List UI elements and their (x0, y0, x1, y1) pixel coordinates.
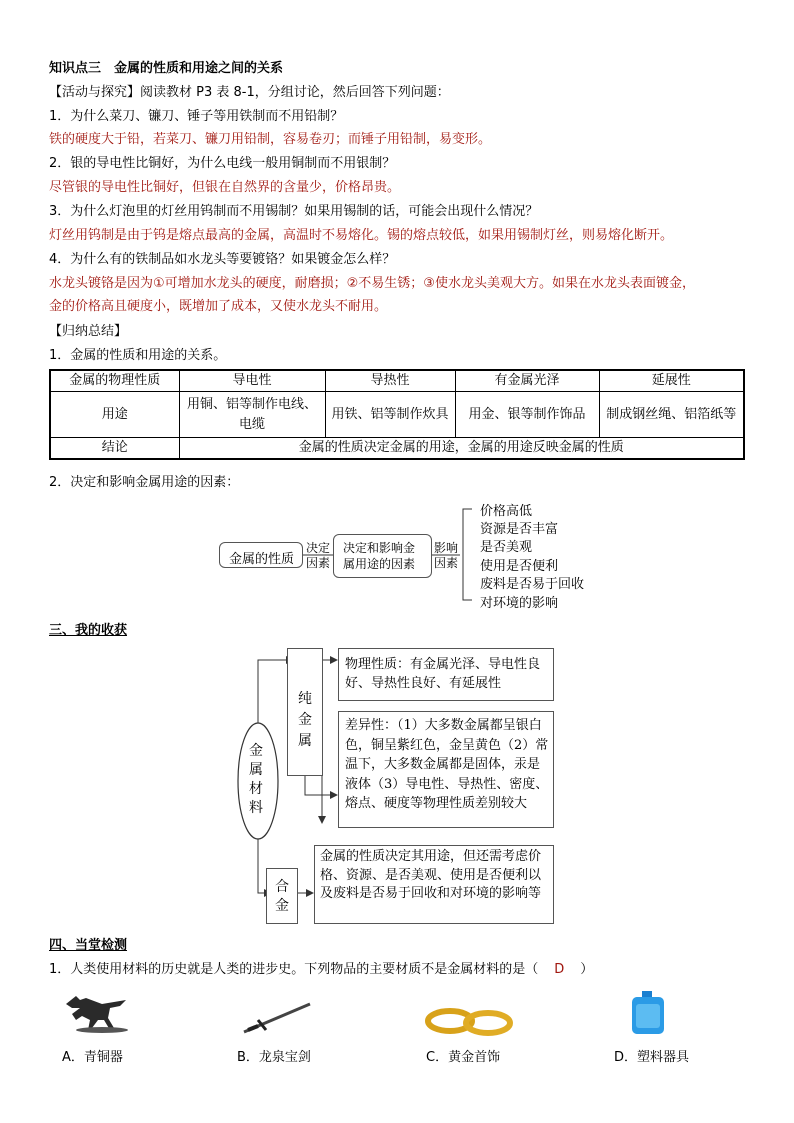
decide-label: 决定因素 (306, 541, 331, 570)
option-d: D．塑料器具 (614, 1050, 690, 1065)
answer-4-line-1: 水龙头镀铬是因为①可增加水龙头的硬度，耐磨损；②不易生锈；③使水龙头美观大方。如果在水龙头表面镀金， (49, 276, 695, 291)
option-b: B．龙泉宝剑 (237, 1050, 311, 1065)
check-question-text: 1．人类使用材料的历史就是人类的进步史。下列物品的主要材质不是金属材料的是（ (49, 962, 539, 977)
question-2: 2．银的导电性比铜好，为什么电线一般用铜制而不用银制？ (49, 156, 396, 171)
factor-item: 对环境的影响 (480, 596, 559, 611)
harvest-heading: 三、我的收获 (49, 623, 128, 638)
factors-box (333, 534, 432, 578)
alloy-label: 合金 (275, 879, 289, 914)
sword-image (240, 998, 320, 1038)
phys-props-box (338, 648, 554, 701)
usage-text: 金属的性质决定其用途，但还需考虑价格、资源、是否美观、使用是否便利以及废料是否易于回收和对环境的影响等 (320, 849, 542, 901)
factor-item: 资源是否丰富 (480, 522, 559, 537)
factor-item: 价格高低 (480, 504, 533, 519)
pure-metal-label: 纯金属 (298, 691, 312, 749)
check-question-close: ） (580, 962, 594, 977)
answer-3: 灯丝用钨制是由于钨是熔点最高的金属，高温时不易熔化。锡的熔点较低，如果用锡制灯丝，则易熔化断开。 (49, 228, 674, 243)
table-cell: 用金、银等制作饰品 (455, 392, 599, 438)
table-row-label: 用途 (50, 392, 179, 438)
option-c: C．黄金首饰 (426, 1050, 501, 1065)
summary-item-2: 2．决定和影响金属用途的因素： (49, 475, 240, 490)
table-cell: 用铜、铝等制作电线、电缆 (179, 392, 325, 438)
check-answer: D (554, 962, 565, 977)
check-heading: 四、当堂检测 (49, 938, 128, 953)
table-header-cell: 金属的物理性质 (50, 370, 179, 392)
summary-heading: 【归纳总结】 (49, 324, 128, 339)
differences-box (338, 711, 554, 828)
table-row-label: 结论 (50, 438, 179, 460)
alloy-box (266, 868, 298, 924)
question-1: 1．为什么菜刀、镰刀、锤子等用铁制而不用铅制？ (49, 109, 344, 124)
factor-item: 是否美观 (480, 540, 533, 555)
answer-2: 尽管银的导电性比铜好，但银在自然界的含量少，价格昂贵。 (49, 180, 401, 195)
pure-metal-box (287, 648, 323, 776)
plastic-container-image (628, 990, 670, 1036)
table-conclusion-cell: 金属的性质决定金属的用途，金属的用途反映金属的性质 (179, 438, 744, 460)
property-box (219, 542, 303, 568)
factor-item: 使用是否便利 (480, 559, 559, 574)
answer-4-line-2: 金的价格高且硬度小，既增加了成本，又使水龙头不耐用。 (49, 299, 388, 314)
factor-item: 废料是否易于回收 (480, 577, 585, 592)
factors-box-label: 决定和影响金属用途的因素 (343, 541, 416, 571)
check-question-1 (49, 961, 593, 979)
table-header-cell: 延展性 (599, 370, 744, 392)
mindmap-root: 金属材料 (249, 743, 263, 816)
influence-label: 影响因素 (434, 541, 459, 570)
table-header-cell: 导电性 (179, 370, 325, 392)
differences-text: 差异性：（1）大多数金属都呈银白色，铜呈紫红色，金呈黄色（2）常温下，大多数金属都是固体，汞是液体（3）导电性、导热性、密度、熔点、硬度等物理性质差别较大 (345, 718, 549, 811)
table-header-cell: 有金属光泽 (455, 370, 599, 392)
bronze-horse-image (62, 990, 134, 1035)
phys-props-text: 物理性质：有金属光泽、导电性良好、导热性良好、有延展性 (345, 657, 541, 691)
gold-jewelry-image (424, 1003, 516, 1037)
table-cell: 制成钢丝绳、铝箔纸等 (599, 392, 744, 438)
answer-1: 铁的硬度大于铅，若菜刀、镰刀用铅制，容易卷刃；而锤子用铅制，易变形。 (49, 132, 492, 147)
summary-item-1: 1．金属的性质和用途的关系。 (49, 348, 227, 363)
activity-line: 【活动与探究】阅读教材 P3 表 8-1，分组讨论，然后回答下列问题： (49, 85, 450, 100)
usage-box (314, 845, 554, 924)
section-title: 知识点三 金属的性质和用途之间的关系 (49, 61, 284, 76)
question-4: 4．为什么有的铁制品如水龙头等要镀铬？如果镀金怎么样？ (49, 252, 396, 267)
table-cell: 用铁、铝等制作炊具 (325, 392, 455, 438)
option-a: A．青铜器 (62, 1050, 123, 1065)
question-3: 3．为什么灯泡里的灯丝用钨制而不用锡制？如果用锡制的话，可能会出现什么情况？ (49, 204, 539, 219)
property-box-label: 金属的性质 (229, 552, 295, 567)
table-header-cell: 导热性 (325, 370, 455, 392)
